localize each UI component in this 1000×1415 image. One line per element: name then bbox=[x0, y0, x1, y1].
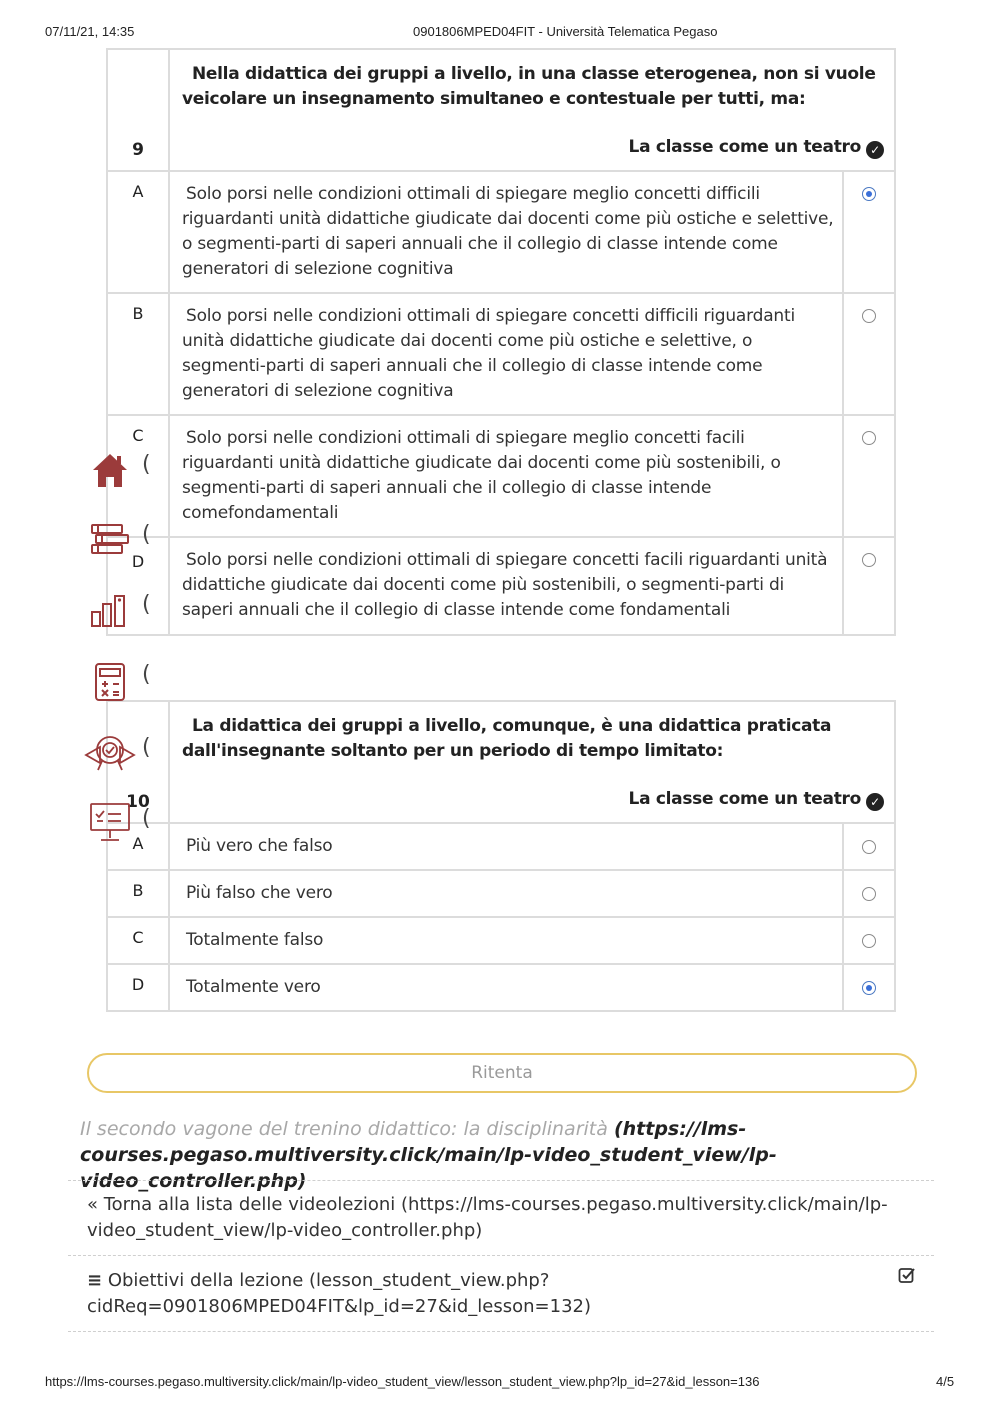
answer-text[interactable]: Più falso che vero bbox=[169, 870, 843, 917]
answer-text[interactable]: Solo porsi nelle condizioni ottimali di spiegare concetti facili riguardanti unità didattiche giudicate dai docenti come più sostenibili, o segmenti-parti di saperi annuali che il collegio di classe intende come fondamentali bbox=[169, 537, 843, 635]
radio-unselected[interactable] bbox=[862, 840, 876, 854]
side-paren: ( bbox=[142, 522, 151, 547]
award-icon[interactable] bbox=[84, 733, 136, 771]
print-url: https://lms-courses.pegaso.multiversity.click/main/lp-video_student_view/lesson_student_view.php?lp_id=27&id_lesson=136 bbox=[45, 1374, 760, 1389]
answer-radio-cell[interactable] bbox=[843, 171, 895, 293]
answer-radio-cell[interactable] bbox=[843, 823, 895, 870]
radio-unselected[interactable] bbox=[862, 553, 876, 567]
answer-radio-cell[interactable] bbox=[843, 870, 895, 917]
bar-chart-icon[interactable] bbox=[90, 592, 130, 628]
answer-letter: B bbox=[107, 870, 169, 917]
answer-radio-cell[interactable] bbox=[843, 917, 895, 964]
question-cell bbox=[169, 701, 895, 823]
question-cell bbox=[169, 49, 895, 171]
answer-letter: D bbox=[107, 964, 169, 1011]
radio-unselected[interactable] bbox=[862, 934, 876, 948]
next-lesson-title[interactable]: Il secondo vagone del trenino didattico: la disciplinarità bbox=[80, 1118, 608, 1140]
radio-selected[interactable] bbox=[862, 981, 876, 995]
answer-text[interactable]: Solo porsi nelle condizioni ottimali di spiegare meglio concetti difficili riguardanti unità didattiche giudicate dai docenti come più ostiche e selettive, o segmenti-parti di saperi annuali che il collegio di classe intende come generatori di selezione cognitiva bbox=[169, 171, 843, 293]
retry-button[interactable]: Ritenta bbox=[87, 1053, 917, 1093]
radio-selected[interactable] bbox=[862, 187, 876, 201]
side-paren: ( bbox=[142, 806, 151, 831]
check-circle-icon: ✓ bbox=[866, 793, 884, 811]
answer-letter: C bbox=[107, 415, 169, 537]
divider bbox=[68, 1255, 934, 1256]
divider bbox=[68, 1180, 934, 1181]
question-10-table bbox=[106, 700, 896, 1012]
menu-icon: ≡ bbox=[87, 1270, 103, 1291]
question-tag-label: La classe come un teatro bbox=[628, 789, 861, 809]
answer-text[interactable]: Più vero che falso bbox=[169, 823, 843, 870]
radio-unselected[interactable] bbox=[862, 309, 876, 323]
question-9-table bbox=[106, 48, 896, 636]
answer-letter: A bbox=[107, 823, 169, 870]
answer-letter: C bbox=[107, 917, 169, 964]
answer-letter: D bbox=[107, 537, 169, 635]
answer-text[interactable]: Totalmente falso bbox=[169, 917, 843, 964]
print-title: 0901806MPED04FIT - Università Telematica Pegaso bbox=[413, 24, 718, 39]
objectives-link[interactable] bbox=[87, 1268, 907, 1320]
answer-radio-cell[interactable] bbox=[843, 293, 895, 415]
objectives-label[interactable]: Obiettivi della lezione (lesson_student_view.php?cidReq=0901806MPED04FIT&lp_id=27&id_lesson=132) bbox=[87, 1270, 591, 1317]
question-text: La didattica dei gruppi a livello, comunque, è una didattica praticata dall'insegnante soltanto per un periodo di tempo limitato: bbox=[182, 716, 832, 761]
check-circle-icon: ✓ bbox=[866, 141, 884, 159]
side-paren: ( bbox=[142, 735, 151, 760]
print-datetime: 07/11/21, 14:35 bbox=[45, 24, 135, 39]
checkbox-checked-icon[interactable] bbox=[898, 1266, 916, 1284]
back-to-list-link[interactable]: « Torna alla lista delle videolezioni (https://lms-courses.pegaso.multiversity.click/main/lp-video_student_view/lp-video_controller.php) bbox=[87, 1194, 888, 1241]
answer-radio-cell[interactable] bbox=[843, 537, 895, 635]
question-number: 10 bbox=[107, 701, 169, 823]
question-text: Nella didattica dei gruppi a livello, in una classe eterogenea, non si vuole veicolare un insegnamento simultaneo e contestuale per tutti, ma: bbox=[182, 64, 876, 109]
side-paren: ( bbox=[142, 452, 151, 477]
monitor-checklist-icon[interactable] bbox=[89, 802, 131, 844]
home-icon[interactable] bbox=[90, 450, 130, 490]
calculator-icon[interactable] bbox=[94, 662, 126, 702]
answer-text[interactable]: Solo porsi nelle condizioni ottimali di spiegare concetti difficili riguardanti unità didattiche giudicate dai docenti come più ostiche e selettive, o segmenti-parti di saperi annuali che il collegio di classe intende come generatori di selezione cognitiva bbox=[169, 293, 843, 415]
answer-radio-cell[interactable] bbox=[843, 964, 895, 1011]
question-tag-label: La classe come un teatro bbox=[628, 137, 861, 157]
radio-unselected[interactable] bbox=[862, 431, 876, 445]
answer-letter: B bbox=[107, 293, 169, 415]
answer-text[interactable]: Solo porsi nelle condizioni ottimali di spiegare meglio concetti facili riguardanti unità didattiche giudicate dai docenti come più sostenibili, o segmenti-parti di saperi annuali che il collegio di classe intende comefondamentali bbox=[169, 415, 843, 537]
next-lesson-url[interactable]: (https://lms-courses.pegaso.multiversity.click/main/lp-video_student_view/lp-video_controller.php) bbox=[80, 1118, 777, 1192]
answer-letter: A bbox=[107, 171, 169, 293]
question-tag bbox=[170, 137, 894, 159]
question-tag bbox=[170, 789, 894, 811]
next-lesson-link[interactable] bbox=[80, 1116, 930, 1194]
answer-radio-cell[interactable] bbox=[843, 415, 895, 537]
print-page-number: 4/5 bbox=[936, 1374, 955, 1389]
side-paren: ( bbox=[142, 592, 151, 617]
side-paren: ( bbox=[142, 662, 151, 687]
divider bbox=[68, 1331, 934, 1332]
books-icon[interactable] bbox=[90, 522, 130, 558]
answer-text[interactable]: Totalmente vero bbox=[169, 964, 843, 1011]
question-number: 9 bbox=[107, 49, 169, 171]
radio-unselected[interactable] bbox=[862, 887, 876, 901]
